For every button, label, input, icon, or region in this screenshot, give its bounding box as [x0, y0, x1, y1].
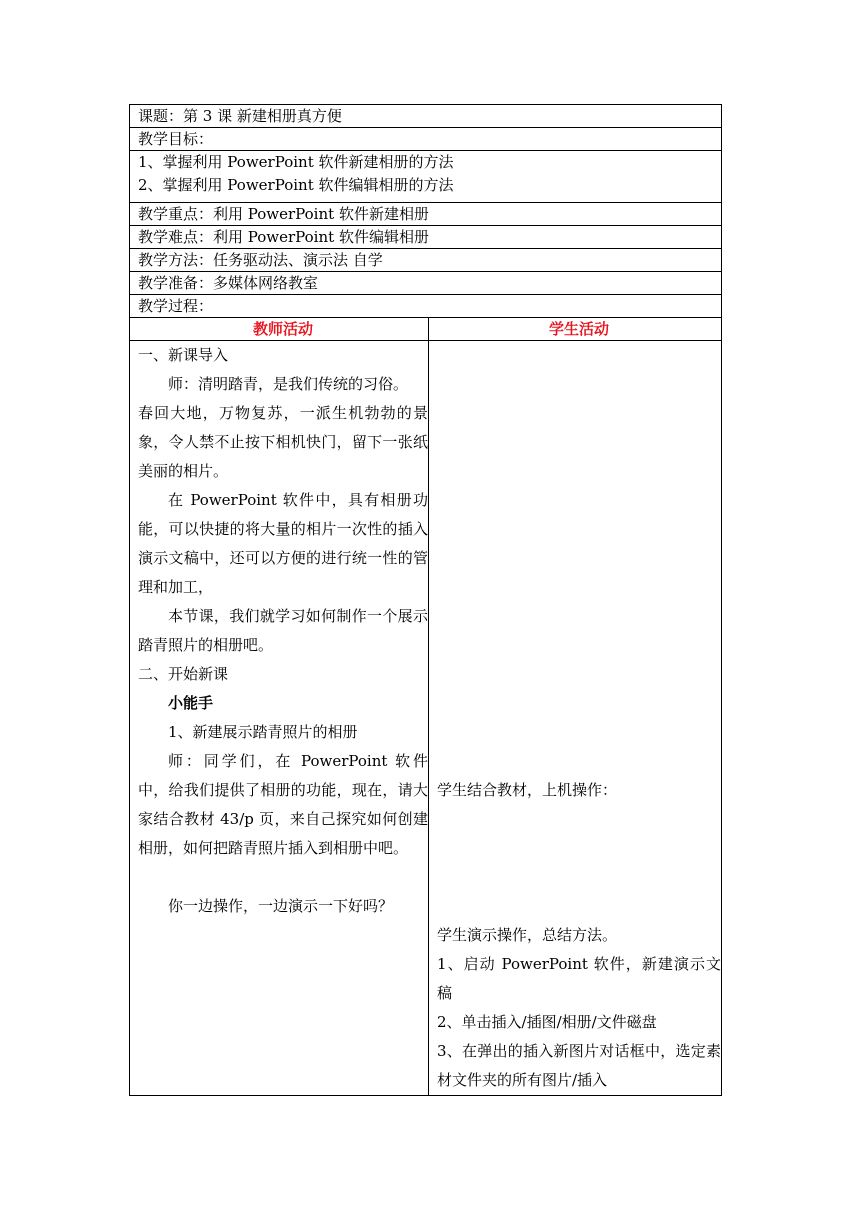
student-activity-header: 学生活动 — [429, 318, 722, 341]
activity-row — [130, 341, 722, 1096]
teaching-prep: 教学准备：多媒体网络教室 — [130, 272, 722, 295]
lesson-title: 课题：第 3 课 新建相册真方便 — [130, 105, 722, 128]
paragraph: 在 PowerPoint 软件中，具有相册功能，可以快捷的将大量的相片一次性的插入演示文稿中，还可以方便的进行统一性的管理和加工， — [138, 491, 428, 596]
teaching-difficulty: 教学难点：利用 PowerPoint 软件编辑相册 — [130, 226, 722, 249]
prep-row — [130, 272, 722, 295]
task-title: 1、新建展示踏青照片的相册 — [168, 723, 358, 741]
process-row — [130, 295, 722, 318]
spacer — [437, 341, 721, 776]
paragraph: 师：同学们，在 PowerPoint 软件中，给我们提供了相册的功能，现在，请大家结合教材 43/p 页，来自己探究如何创建相册，如何把踏青照片插入到相册中吧。 — [138, 752, 428, 857]
goals-cell — [130, 151, 722, 203]
teaching-process-label: 教学过程： — [130, 295, 722, 318]
lesson-plan-table — [129, 104, 722, 1096]
step-item: 2、单击插入/插图/相册/文件磁盘 — [437, 1013, 657, 1031]
section-heading: 二、开始新课 — [138, 665, 229, 683]
column-header-row — [130, 318, 722, 341]
method-row — [130, 249, 722, 272]
teacher-activity-cell — [130, 341, 429, 1096]
spacer — [138, 863, 428, 892]
subheading: 小能手 — [168, 694, 214, 712]
spacer — [437, 805, 721, 921]
goals-label-row — [130, 128, 722, 151]
title-row — [130, 105, 722, 128]
goal-item: 2、掌握利用 PowerPoint 软件编辑相册的方法 — [138, 176, 454, 194]
paragraph: 师：清明踏青，是我们传统的习俗。 — [168, 375, 409, 393]
goals-label: 教学目标： — [130, 128, 722, 151]
goal-item: 1、掌握利用 PowerPoint 软件新建相册的方法 — [138, 153, 454, 171]
paragraph: 你一边操作，一边演示一下好吗？ — [168, 897, 394, 915]
step-item: 1、启动 PowerPoint 软件，新建演示文稿 — [437, 955, 722, 1002]
step-item: 3、在弹出的插入新图片对话框中，选定素材文件夹的所有图片/插入 — [437, 1042, 722, 1089]
student-activity: 学生结合教材，上机操作： — [437, 781, 618, 799]
goals-row — [130, 151, 722, 203]
paragraph: 春回大地，万物复苏，一派生机勃勃的景象，令人禁不止按下相机快门，留下一张纸美丽的相片。 — [138, 404, 428, 480]
teaching-method: 教学方法：任务驱动法、演示法 自学 — [130, 249, 722, 272]
section-heading: 一、新课导入 — [138, 346, 229, 364]
teaching-focus: 教学重点：利用 PowerPoint 软件新建相册 — [130, 203, 722, 226]
student-activity-cell — [429, 341, 722, 1096]
focus-row — [130, 203, 722, 226]
difficulty-row — [130, 226, 722, 249]
student-activity: 学生演示操作，总结方法。 — [437, 926, 618, 944]
teacher-activity-header: 教师活动 — [130, 318, 429, 341]
paragraph: 本节课，我们就学习如何制作一个展示踏青照片的相册吧。 — [138, 607, 428, 654]
